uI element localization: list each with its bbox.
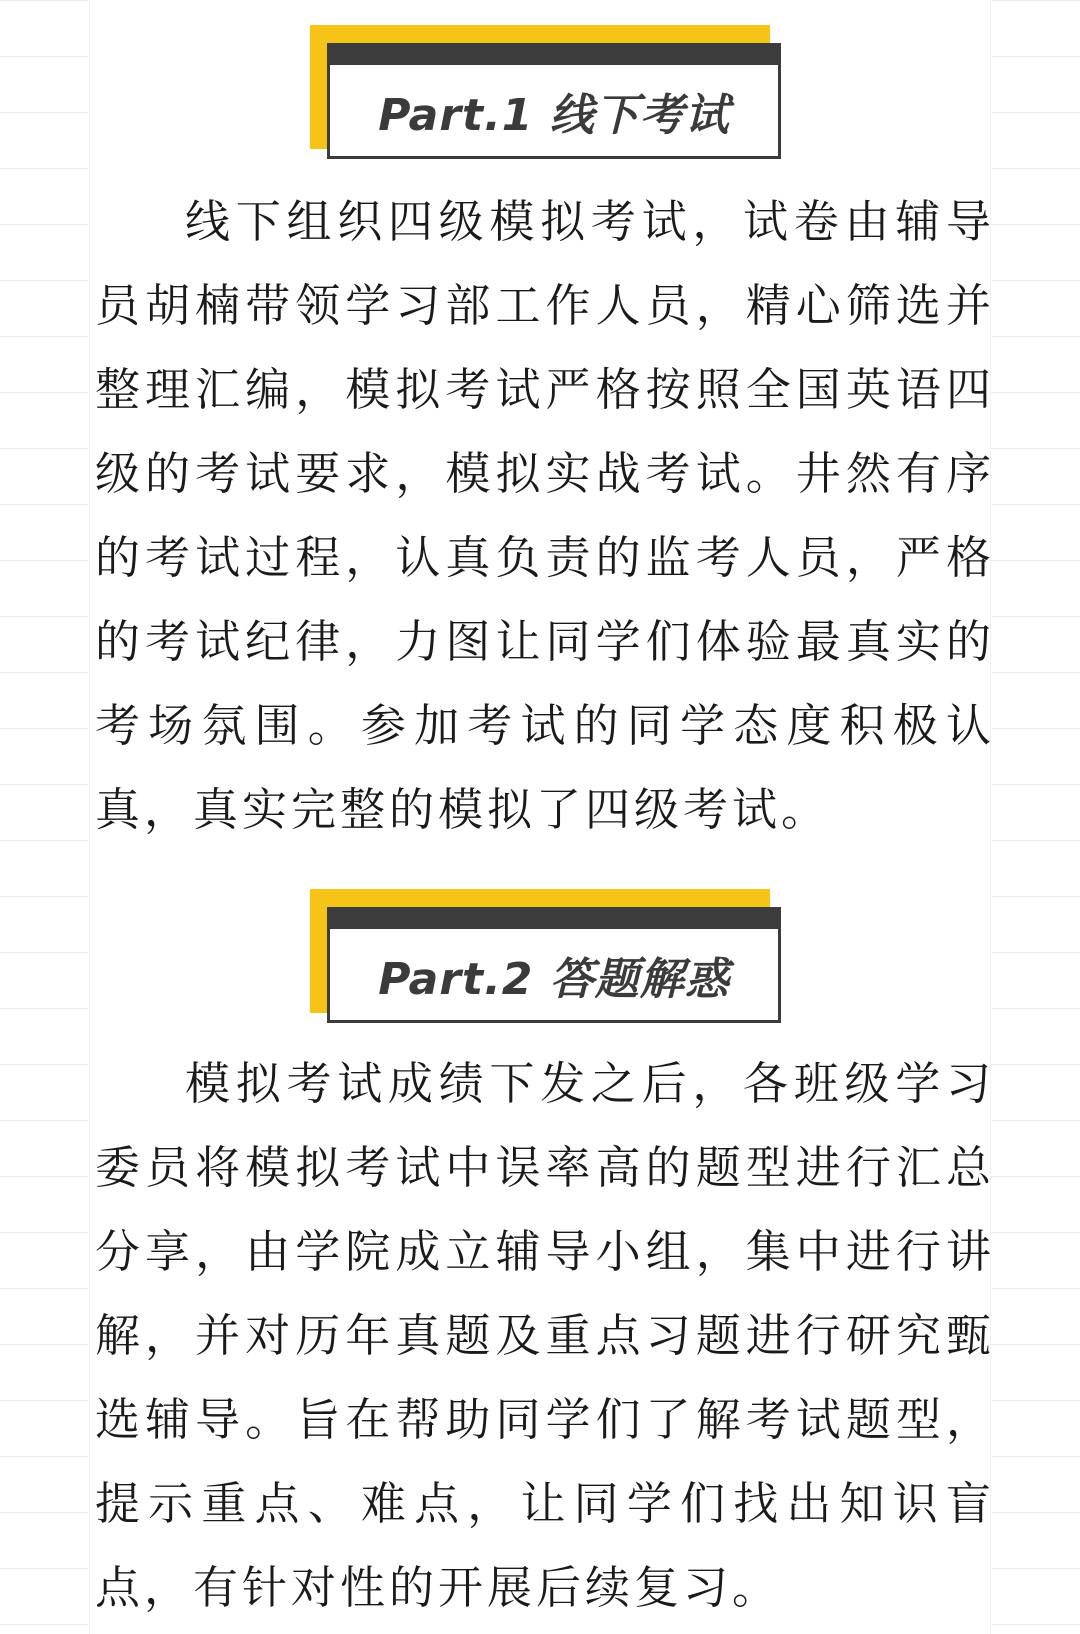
section-heading-part-1 bbox=[0, 25, 1080, 165]
heading-title-box bbox=[327, 43, 781, 159]
heading-title-box bbox=[327, 907, 781, 1023]
section-title: Part.2 答题解惑 bbox=[378, 953, 730, 1005]
section-paragraph-part-1: 线下组织四级模拟考试，试卷由辅导员胡楠带领学习部工作人员，精心筛选并整理汇编，模拟考试严格按照全国英语四级的考试要求，模拟实战考试。井然有序的考试过程，认真负责的监考人员，严格的考试纪律，力图让同学们体验最真实的考场氛围。参加考试的同学态度积极认真，真实完整的模拟了四级考试。 bbox=[95, 195, 995, 836]
section-paragraph-part-2: 模拟考试成绩下发之后，各班级学习委员将模拟考试中误率高的题型进行汇总分享，由学院成立辅导小组，集中进行讲解，并对历年真题及重点习题进行研究甄选辅导。旨在帮助同学们了解考试题型，提示重点、难点，让同学们找出知识盲点，有针对性的开展后续复习。 bbox=[95, 1057, 995, 1614]
section-title: Part.1 线下考试 bbox=[378, 89, 730, 141]
section-heading-part-2 bbox=[0, 889, 1080, 1029]
